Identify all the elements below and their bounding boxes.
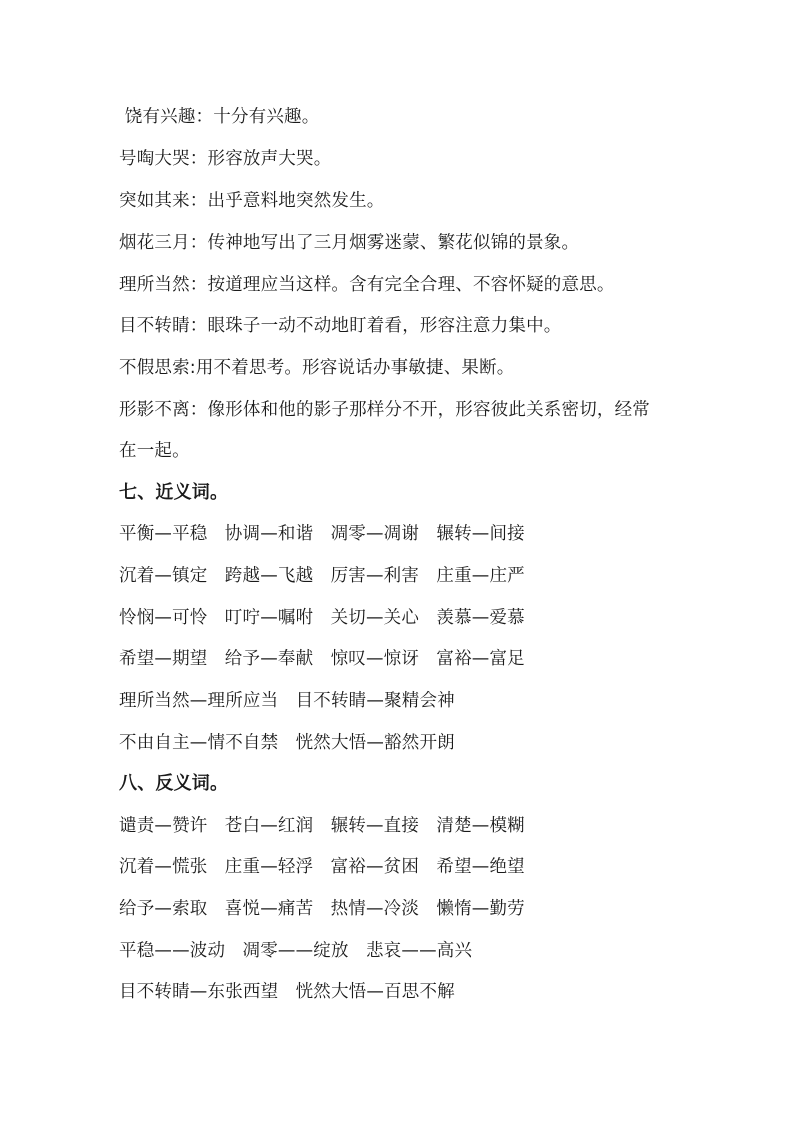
section-heading-synonyms: 七、近义词。 xyxy=(119,482,229,503)
synonym-line: 不由自主—情不自禁 恍然大悟—豁然开朗 xyxy=(119,733,455,753)
idiom-line: 烟花三月：传神地写出了三月烟雾迷蒙、繁花似锦的景象。 xyxy=(119,233,580,253)
idiom-line: 饶有兴趣：十分有兴趣。 xyxy=(119,107,320,127)
synonym-line: 平衡—平稳 协调—和谐 凋零—凋谢 辗转—间接 xyxy=(119,524,525,544)
synonym-line: 沉着—镇定 跨越—飞越 厉害—利害 庄重—庄严 xyxy=(119,566,525,586)
synonym-line: 理所当然—理所应当 目不转睛—聚精会神 xyxy=(119,691,455,711)
idiom-line: 目不转睛：眼珠子一动不动地盯着看，形容注意力集中。 xyxy=(119,316,562,336)
idiom-line: 不假思索:用不着思考。形容说话办事敏捷、果断。 xyxy=(119,358,515,378)
idiom-line: 突如其来：出乎意料地突然发生。 xyxy=(119,191,385,211)
idiom-line: 形影不离：像形体和他的影子那样分不开，形容彼此关系密切，经常 xyxy=(119,400,650,420)
synonym-line: 怜悯—可怜 叮咛—嘱咐 关切—关心 羡慕—爱慕 xyxy=(119,608,525,628)
antonym-line: 沉着—慌张 庄重—轻浮 富裕—贫困 希望—绝望 xyxy=(119,857,525,877)
antonym-line: 平稳——波动 凋零——绽放 悲哀——高兴 xyxy=(119,941,473,961)
antonym-line: 谴责—赞许 苍白—红润 辗转—直接 清楚—模糊 xyxy=(119,816,525,836)
idiom-line: 理所当然：按道理应当这样。含有完全合理、不容怀疑的意思。 xyxy=(119,275,615,295)
idiom-line: 在一起。 xyxy=(119,441,190,461)
antonym-line: 给予—索取 喜悦—痛苦 热情—冷淡 懒惰—勤劳 xyxy=(119,899,525,919)
section-heading-antonyms: 八、反义词。 xyxy=(119,773,229,794)
idiom-line: 号啕大哭：形容放声大哭。 xyxy=(119,149,332,169)
antonym-line: 目不转睛—东张西望 恍然大悟—百思不解 xyxy=(119,982,455,1002)
synonym-line: 希望—期望 给予—奉献 惊叹—惊讶 富裕—富足 xyxy=(119,649,525,669)
